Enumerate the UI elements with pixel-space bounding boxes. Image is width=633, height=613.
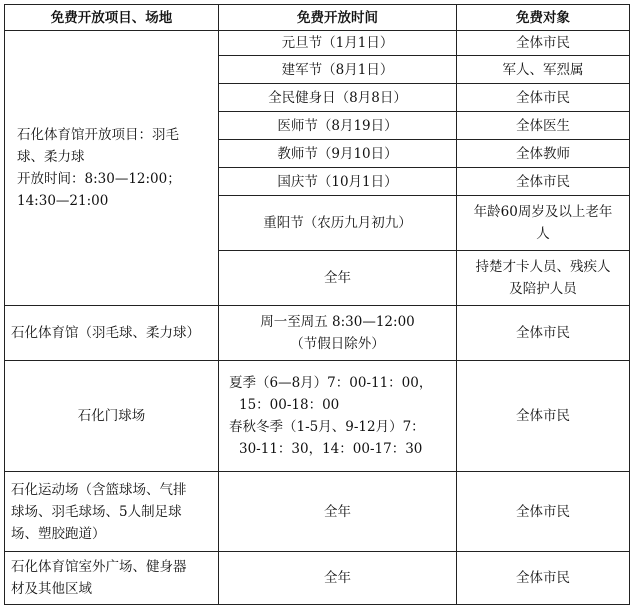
time-cell: 建军节（8月1日）	[219, 56, 457, 84]
venue-cell-gym: 石化体育馆（羽毛球、柔力球）	[5, 306, 219, 361]
target-line: 持楚才卡人员、残疾人	[475, 259, 611, 275]
target-line: 人	[536, 226, 550, 242]
time-cell: 全年	[219, 251, 457, 306]
time-cell: 医师节（8月19日）	[219, 112, 457, 140]
time-cell	[219, 306, 457, 361]
header-target: 免费对象	[457, 5, 630, 31]
time-cell: 全年	[219, 552, 457, 605]
target-cell: 全体市民	[457, 84, 630, 112]
table-row	[5, 31, 630, 56]
time-cell	[219, 361, 457, 472]
header-row	[5, 5, 630, 31]
target-cell: 全体市民	[457, 361, 630, 472]
venue-cell-square	[5, 552, 219, 605]
table-row	[5, 472, 630, 552]
target-line: 年龄60周岁及以上老年	[473, 204, 613, 220]
target-cell	[457, 196, 630, 251]
target-cell: 全体市民	[457, 306, 630, 361]
header-time: 免费开放时间	[219, 5, 457, 31]
table-row	[5, 306, 630, 361]
venue-line: 开放时间：8:30—12:00；	[17, 171, 181, 187]
target-cell: 全体市民	[457, 31, 630, 56]
time-cell: 全年	[219, 472, 457, 552]
venue-line: 材及其他区域	[11, 581, 92, 597]
venue-line: 球场、羽毛球场、5人制足球	[11, 503, 182, 520]
time-line: （节假日除外）	[290, 336, 385, 352]
time-line: 春秋冬季（1-5月、9-12月）7：	[229, 419, 425, 435]
time-line: 30-11：30，14：00-17：30	[239, 441, 423, 457]
time-line: 夏季（6—8月）7：00-11：00，	[229, 375, 433, 391]
venue-line: 石化体育馆室外广场、健身器	[11, 559, 187, 575]
time-line: 15：00-18：00	[239, 397, 340, 413]
target-cell	[457, 251, 630, 306]
time-cell: 教师节（9月10日）	[219, 140, 457, 168]
free-opening-table	[4, 4, 630, 605]
venue-cell-gym-project	[5, 31, 219, 306]
venue-line: 石化体育馆开放项目：羽毛	[17, 127, 179, 143]
time-cell: 国庆节（10月1日）	[219, 168, 457, 196]
table-row	[5, 361, 630, 472]
header-venue: 免费开放项目、场地	[5, 5, 219, 31]
target-cell: 全体教师	[457, 140, 630, 168]
venue-cell-field	[5, 472, 219, 552]
target-cell: 全体医生	[457, 112, 630, 140]
venue-line: 球、柔力球	[17, 149, 85, 165]
time-cell: 元旦节（1月1日）	[219, 31, 457, 56]
time-cell: 重阳节（农历九月初九）	[219, 196, 457, 251]
venue-cell-gateball: 石化门球场	[5, 361, 219, 472]
target-cell: 军人、军烈属	[457, 56, 630, 84]
target-cell: 全体市民	[457, 472, 630, 552]
table-row	[5, 552, 630, 605]
time-line: 周一至周五 8:30—12:00	[260, 314, 415, 330]
target-line: 及陪护人员	[509, 281, 577, 297]
venue-line: 场、塑胶跑道）	[11, 525, 106, 542]
venue-line: 石化运动场（含篮球场、气排	[11, 481, 187, 498]
time-cell: 全民健身日（8月8日）	[219, 84, 457, 112]
target-cell: 全体市民	[457, 552, 630, 605]
target-cell: 全体市民	[457, 168, 630, 196]
venue-line: 14:30—21:00	[17, 193, 109, 209]
